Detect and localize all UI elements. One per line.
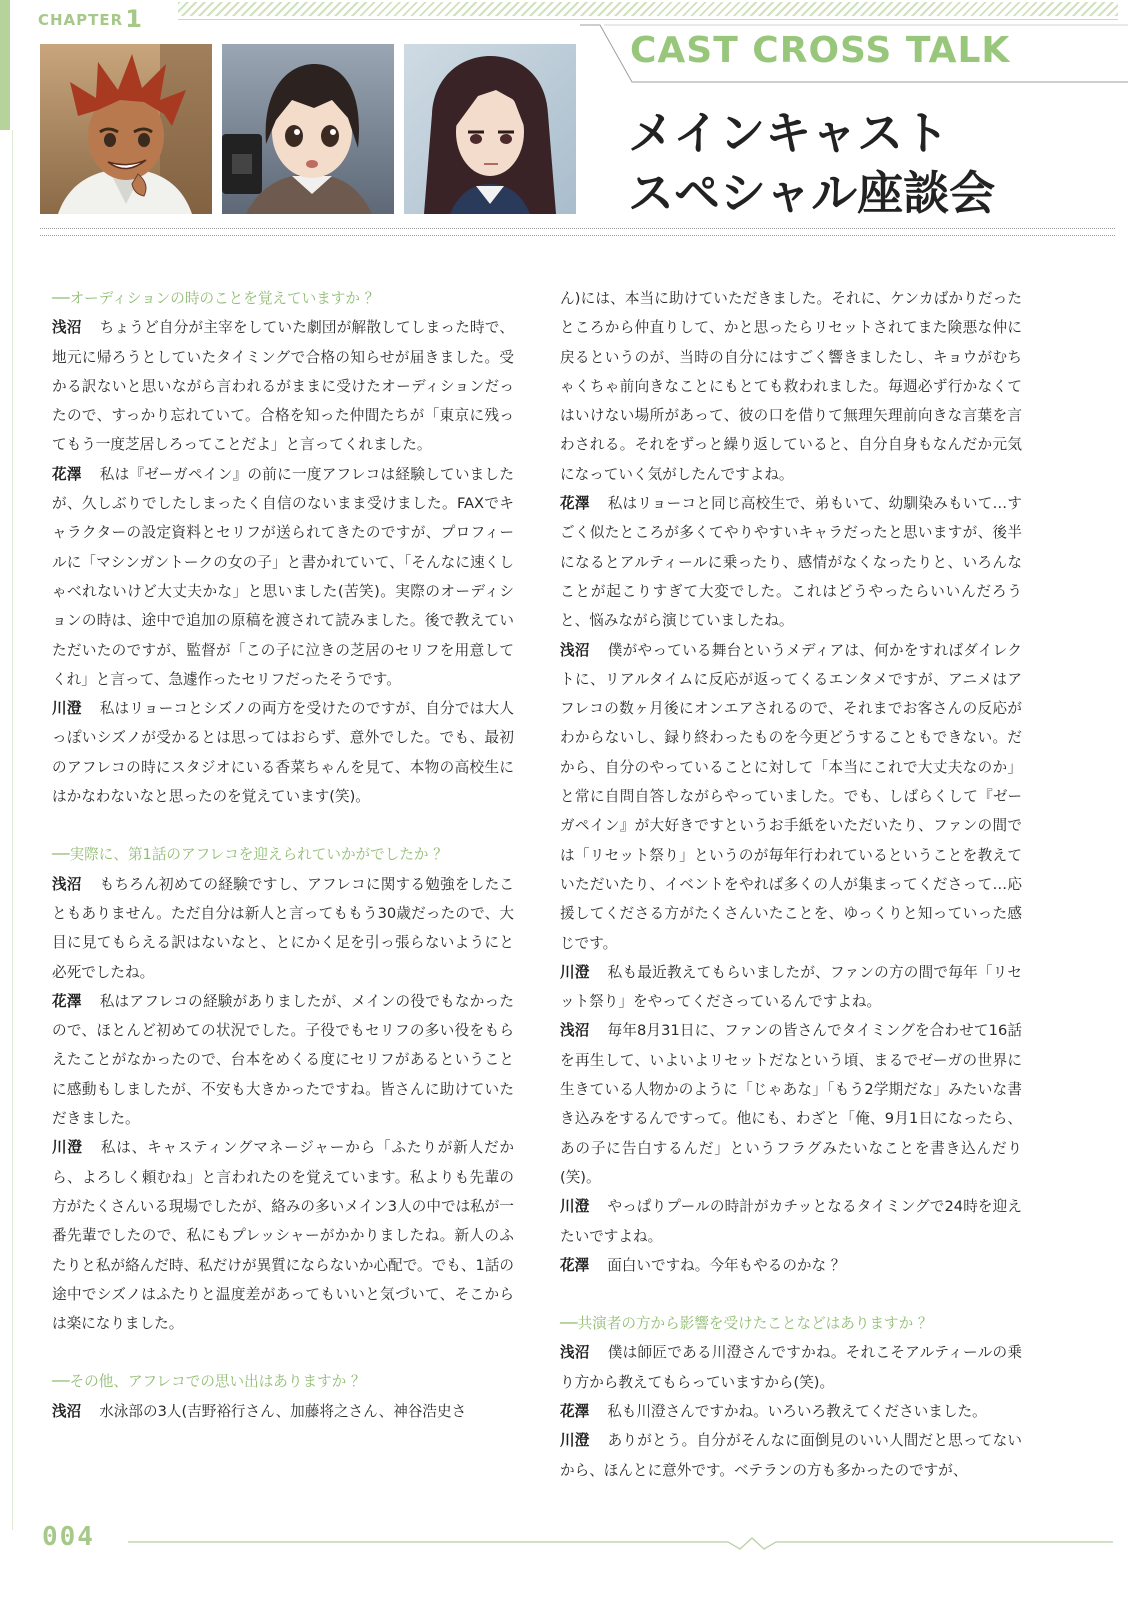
left-column xyxy=(52,284,514,1426)
answer-text: ちょうど自分が主宰をしていた劇団が解散してしまった時で、地元に帰ろうとしていたタイミングで合格の知らせが届きました。受かる訳ないと思いながら言われるがままに受けたオーディションだったので、すっかり忘れていて。合格を知った仲間たちが「東京に残ってもう一度芝居しろってことだよ」と言ってくれました。 xyxy=(52,319,514,454)
right-column xyxy=(560,284,1022,1485)
speaker-name: 花澤 xyxy=(52,465,82,483)
title-divider xyxy=(40,228,1115,236)
red-haired-boy-portrait xyxy=(40,44,212,214)
japanese-title xyxy=(628,103,995,223)
answer-text: 水泳部の3人(吉野裕行さん、加藤将之さん、神谷浩史さ xyxy=(99,1402,467,1420)
english-title: CAST CROSS TALK xyxy=(630,30,1011,71)
speaker-name: 川澄 xyxy=(560,963,590,981)
header-rule xyxy=(178,19,1118,20)
question-heading: ──実際に、第1話のアフレコを迎えられていかがでしたか ？ xyxy=(52,846,448,864)
answer-text: 私も川澄さんですかね。いろいろ教えてくださいました。 xyxy=(607,1402,987,1420)
answer-text: 私も最近教えてもらいましたが、ファンの方の間で毎年「リセット祭り」をやってくださっているんですよね。 xyxy=(560,963,1022,1011)
speaker-name: 川澄 xyxy=(560,1198,590,1216)
answer-paragraph xyxy=(560,489,1022,635)
speaker-name: 浅沼 xyxy=(52,319,82,337)
footer-rule xyxy=(128,1536,1113,1550)
answer-text: ありがとう。自分がそんなに面倒見のいい人間だと思ってないから、ほんとに意外です。ベテランの方も多かったのですが、 xyxy=(560,1432,1022,1479)
answer-paragraph xyxy=(52,870,514,987)
answer-paragraph xyxy=(560,958,1022,1017)
answer-text: 私はリョーコと同じ高校生で、弟もいて、幼馴染みもいて…すごく似たところが多くてやりやすいキャラだったと思いますが、後半になるとアルティールに乗ったり、感情がなくなったりと、いろんなことが起こりすぎて大変でした。これはどうやったらいいんだろうと、悩みながら演じていましたね。 xyxy=(560,495,1022,630)
answer-paragraph xyxy=(560,1338,1022,1397)
answer-paragraph xyxy=(560,1192,1022,1251)
answer-text: やっぱりプールの時計がカチッとなるタイミングで24時を迎えたいですよね。 xyxy=(560,1198,1022,1245)
speaker-name: 川澄 xyxy=(52,700,82,718)
answer-paragraph xyxy=(560,1426,1022,1485)
answer-paragraph xyxy=(560,1016,1022,1192)
chapter-number: 1 xyxy=(125,5,143,33)
answer-paragraph xyxy=(52,1133,514,1338)
answer-text: 私はリョーコとシズノの両方を受けたのですが、自分では大人っぽいシズノが受かるとは思ってはおらず、意外でした。でも、最初のアフレコの時にスタジオにいる香菜ちゃんを見て、本物の高校生にはかなわないなと思ったのを覚えています(笑)。 xyxy=(52,700,514,806)
answer-text: 私は、キャスティングマネージャーから「ふたりが新人だから、よろしく頼むね」と言われたのを覚えています。私よりも先輩の方がたくさんいる現場でしたが、絡みの多いメイン3人の中では私が一番先輩でしたので、私にもプレッシャーがかかりましたね。新人のふたりと私が絡んだ時、私だけが異質にならないか心配で。でも、1話の途中でシズノはふたりと温度差があってもいいと気づいて、そこからは楽になりました。 xyxy=(52,1139,514,1333)
long-haired-girl-portrait xyxy=(404,44,576,214)
answer-paragraph xyxy=(52,694,514,811)
speaker-name: 浅沼 xyxy=(52,875,82,893)
answer-paragraph xyxy=(560,636,1022,958)
question-heading: ──その他、アフレコでの思い出はありますか ？ xyxy=(52,1373,366,1391)
speaker-name: 花澤 xyxy=(560,495,590,513)
chapter-label: CHAPTER xyxy=(38,11,124,29)
answer-paragraph xyxy=(52,460,514,694)
speaker-name: 花澤 xyxy=(52,992,82,1010)
japanese-title-line-1: メインキャスト xyxy=(628,106,950,160)
hatch-pattern xyxy=(178,2,1118,16)
answer-text: 私は『ゼーガペイン』の前に一度アフレコは経験していましたが、久しぶりでしたしまったく自信のないまま受けました。FAXでキャラクターの設定資料とセリフが送られてきたのですが、プロフィールに「マシンガントークの女の子」と書かれていて、「そんなに速くしゃべれないけど大丈夫かな」と思いました(苦笑)。実際のオーディションの時は、途中で追加の原稿を渡されて読みました。後で教えていただいたのですが、監督が「この子に泣きの芝居のセリフを用意してくれ」と言って、急遽作ったセリフだったそうです。 xyxy=(52,465,514,688)
chapter-header xyxy=(0,0,1135,33)
short-haired-girl-portrait xyxy=(222,44,394,214)
chapter-tag xyxy=(38,3,143,31)
question-heading: ──共演者の方から影響を受けたことなどはありますか ？ xyxy=(560,1315,933,1333)
answer-text: 毎年8月31日に、ファンの皆さんでタイミングを合わせて16話を再生して、いよいよリセットだなという頃、まるでゼーガの世界に生きている人物かのように「じゃあな」「もう2学期だな」みたいな書き込みをするんですって。他にも、わざと「俺、9月1日になったら、あの子に告白するんだ」というフラグみたいなことを書き込んだり(笑)。 xyxy=(560,1022,1022,1186)
answer-paragraph xyxy=(560,1251,1022,1280)
speaker-name: 花澤 xyxy=(560,1402,590,1420)
speaker-name: 浅沼 xyxy=(560,1022,590,1040)
speaker-name: 浅沼 xyxy=(560,641,590,659)
question-heading: ──オーディションの時のことを覚えていますか ？ xyxy=(52,290,380,307)
speaker-name: 浅沼 xyxy=(560,1344,590,1362)
speaker-name: 花澤 xyxy=(560,1256,590,1274)
answer-text: 私はアフレコの経験がありましたが、メインの役でもなかったので、ほとんど初めての状況でした。子役でもセリフの多い役をもらえたことがなかったので、台本をめくる度にセリフがあるということに感動もしましたが、不安も大きかったですね。皆さんに助けていただきました。 xyxy=(52,992,514,1128)
answer-text: 僕がやっている舞台というメディアは、何かをすればダイレクトに、リアルタイムに反応が返ってくるエンタメですが、アニメはアフレコの数ヶ月後にオンエアされるので、それまでお客さんの反応がわからないし、録り終わったものを今更どうすることもできない。だから、自分のやっていることに対して「本当にこれで大丈夫なのか」と常に自問自答しながらやっていました。でも、しばらくして『ゼーガペイン』が大好きですというお手紙をいただいたり、ファンの間では「リセット祭り」というのが毎年行われているということを教えていただいたり、イベントをやれば多くの人が集まってくださって…応援してくださる方がたくさんいたことを、ゆっくりと知っていった感じです。 xyxy=(560,641,1022,952)
margin-rule xyxy=(12,130,13,1530)
answer-paragraph xyxy=(52,987,514,1133)
answer-text: もちろん初めての経験ですし、アフレコに関する勉強をしたこともありません。ただ自分は新人と言ってももう30歳だったので、大目に見てもらえる訳はないなと、とにかく足を引っ張らないようにと必死でしたね。 xyxy=(52,875,514,981)
answer-paragraph xyxy=(52,313,514,459)
answer-text: 僕は師匠である川澄さんですかね。それこそアルティールの乗り方から教えてもらっていますから(笑)。 xyxy=(560,1344,1022,1391)
page-number: 004 xyxy=(42,1522,95,1552)
speaker-name: 浅沼 xyxy=(52,1402,82,1420)
answer-paragraph xyxy=(52,1397,514,1426)
continued-paragraph: ん)には、本当に助けていただきました。それに、ケンカばかりだったところから仲直りして、かと思ったらリセットされてまた険悪な仲に戻るというのが、当時の自分にはすごく響きましたし、キョウがむちゃくちゃ前向きなことにもとても救われました。毎週必ず行かなくてはいけない場所があって、彼の口を借りて無理矢理前向きな言葉を言わされる。それをずっと繰り返していると、自分自身もなんだか元気になっていく気がしたんですよね。 xyxy=(560,290,1022,483)
speaker-name: 川澄 xyxy=(560,1432,590,1450)
japanese-title-line-2: スペシャル座談会 xyxy=(628,166,996,220)
answer-text: 面白いですね。今年もやるのかな ？ xyxy=(607,1256,846,1274)
answer-paragraph xyxy=(560,1397,1022,1426)
speaker-name: 川澄 xyxy=(52,1139,83,1157)
